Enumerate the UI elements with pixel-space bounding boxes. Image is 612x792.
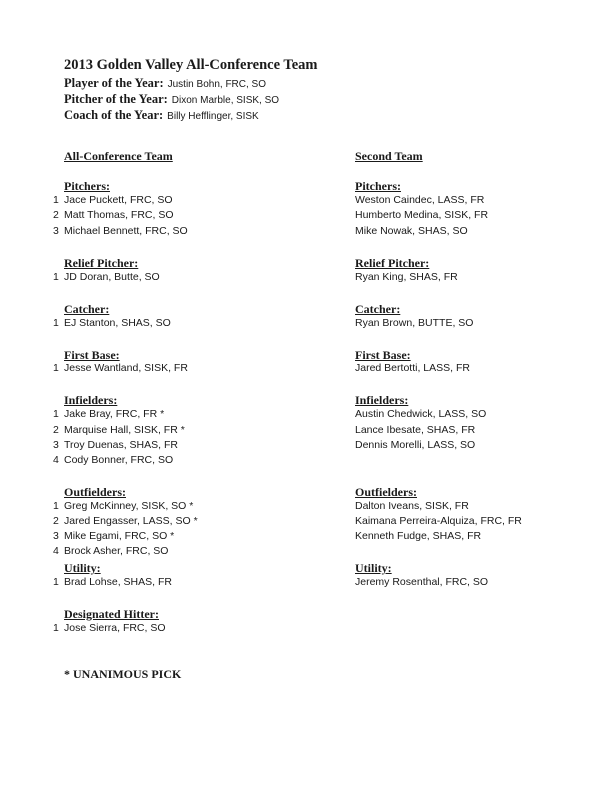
rank-number: 1: [53, 622, 59, 634]
rank-number: 3: [53, 225, 59, 237]
section-heading: Catcher:: [64, 302, 110, 316]
player-entry: Jace Puckett, FRC, SO: [64, 194, 173, 206]
unanimous-footnote: * UNANIMOUS PICK: [64, 667, 182, 681]
page-title: 2013 Golden Valley All-Conference Team: [64, 57, 318, 73]
player-entry: JD Doran, Butte, SO: [64, 271, 160, 283]
award-label: Pitcher of the Year:: [64, 92, 168, 106]
player-entry: Greg McKinney, SISK, SO *: [64, 500, 194, 512]
award-value: Billy Hefflinger, SISK: [167, 111, 259, 122]
rank-number: 4: [53, 545, 59, 557]
rank-number: 3: [53, 439, 59, 451]
player-entry: Jared Engasser, LASS, SO *: [64, 515, 198, 527]
rank-number: 1: [53, 500, 59, 512]
section-heading: Pitchers:: [64, 179, 110, 193]
rank-number: 1: [53, 271, 59, 283]
section-heading: Designated Hitter:: [64, 607, 159, 621]
player-entry: Dennis Morelli, LASS, SO: [355, 439, 476, 451]
award-label: Coach of the Year:: [64, 108, 164, 122]
section-heading: Catcher:: [355, 302, 401, 316]
player-entry: Mike Egami, FRC, SO *: [64, 530, 175, 542]
rank-number: 1: [53, 576, 59, 588]
section-heading: Infielders:: [355, 393, 409, 407]
second-team-heading: Second Team: [355, 149, 423, 163]
player-entry: Weston Caindec, LASS, FR: [355, 194, 485, 206]
section-heading: Outfielders:: [355, 485, 417, 499]
first-team-heading: All-Conference Team: [64, 149, 173, 163]
player-entry: Jeremy Rosenthal, FRC, SO: [355, 576, 489, 588]
player-entry: Cody Bonner, FRC, SO: [64, 454, 174, 466]
player-entry: Brock Asher, FRC, SO: [64, 545, 169, 557]
section-heading: Pitchers:: [355, 179, 401, 193]
player-entry: Austin Chedwick, LASS, SO: [355, 408, 487, 420]
player-entry: Jesse Wantland, SISK, FR: [64, 362, 188, 374]
section-heading: Infielders:: [64, 393, 118, 407]
section-heading: Utility:: [64, 561, 101, 575]
player-entry: Jared Bertotti, LASS, FR: [355, 362, 470, 374]
rank-number: 2: [53, 209, 59, 221]
player-entry: Dalton Iveans, SISK, FR: [355, 500, 469, 512]
rank-number: 3: [53, 530, 59, 542]
player-entry: Lance Ibesate, SHAS, FR: [355, 424, 476, 436]
rank-number: 4: [53, 454, 59, 466]
section-heading: Outfielders:: [64, 485, 126, 499]
section-heading: Relief Pitcher:: [355, 256, 430, 270]
rank-number: 2: [53, 515, 59, 527]
player-entry: EJ Stanton, SHAS, SO: [64, 317, 171, 329]
award-coach-of-year: [64, 106, 259, 124]
award-value: Dixon Marble, SISK, SO: [171, 95, 280, 106]
player-entry: Humberto Medina, SISK, FR: [355, 209, 489, 221]
rank-number: 1: [53, 362, 59, 374]
player-entry: Brad Lohse, SHAS, FR: [64, 576, 172, 588]
player-entry: Troy Duenas, SHAS, FR: [64, 439, 178, 451]
player-entry: Kaimana Perreira-Alquiza, FRC, FR: [355, 515, 522, 527]
player-entry: Matt Thomas, FRC, SO: [64, 209, 174, 221]
rank-number: 1: [53, 317, 59, 329]
rank-number: 2: [53, 424, 59, 436]
award-label: Player of the Year:: [64, 76, 164, 90]
section-heading: Relief Pitcher:: [64, 256, 139, 270]
player-entry: Marquise Hall, SISK, FR *: [64, 424, 185, 436]
rank-number: 1: [53, 194, 59, 206]
player-entry: Michael Bennett, FRC, SO: [64, 225, 188, 237]
rank-number: 1: [53, 408, 59, 420]
section-heading: First Base:: [64, 348, 120, 362]
player-entry: Jose Sierra, FRC, SO: [64, 622, 166, 634]
award-value: Justin Bohn, FRC, SO: [167, 79, 266, 90]
player-entry: Ryan Brown, BUTTE, SO: [355, 317, 474, 329]
player-entry: Ryan King, SHAS, FR: [355, 271, 458, 283]
section-heading: Utility:: [355, 561, 392, 575]
player-entry: Kenneth Fudge, SHAS, FR: [355, 530, 482, 542]
player-entry: Jake Bray, FRC, FR *: [64, 408, 165, 420]
player-entry: Mike Nowak, SHAS, SO: [355, 225, 468, 237]
section-heading: First Base:: [355, 348, 411, 362]
